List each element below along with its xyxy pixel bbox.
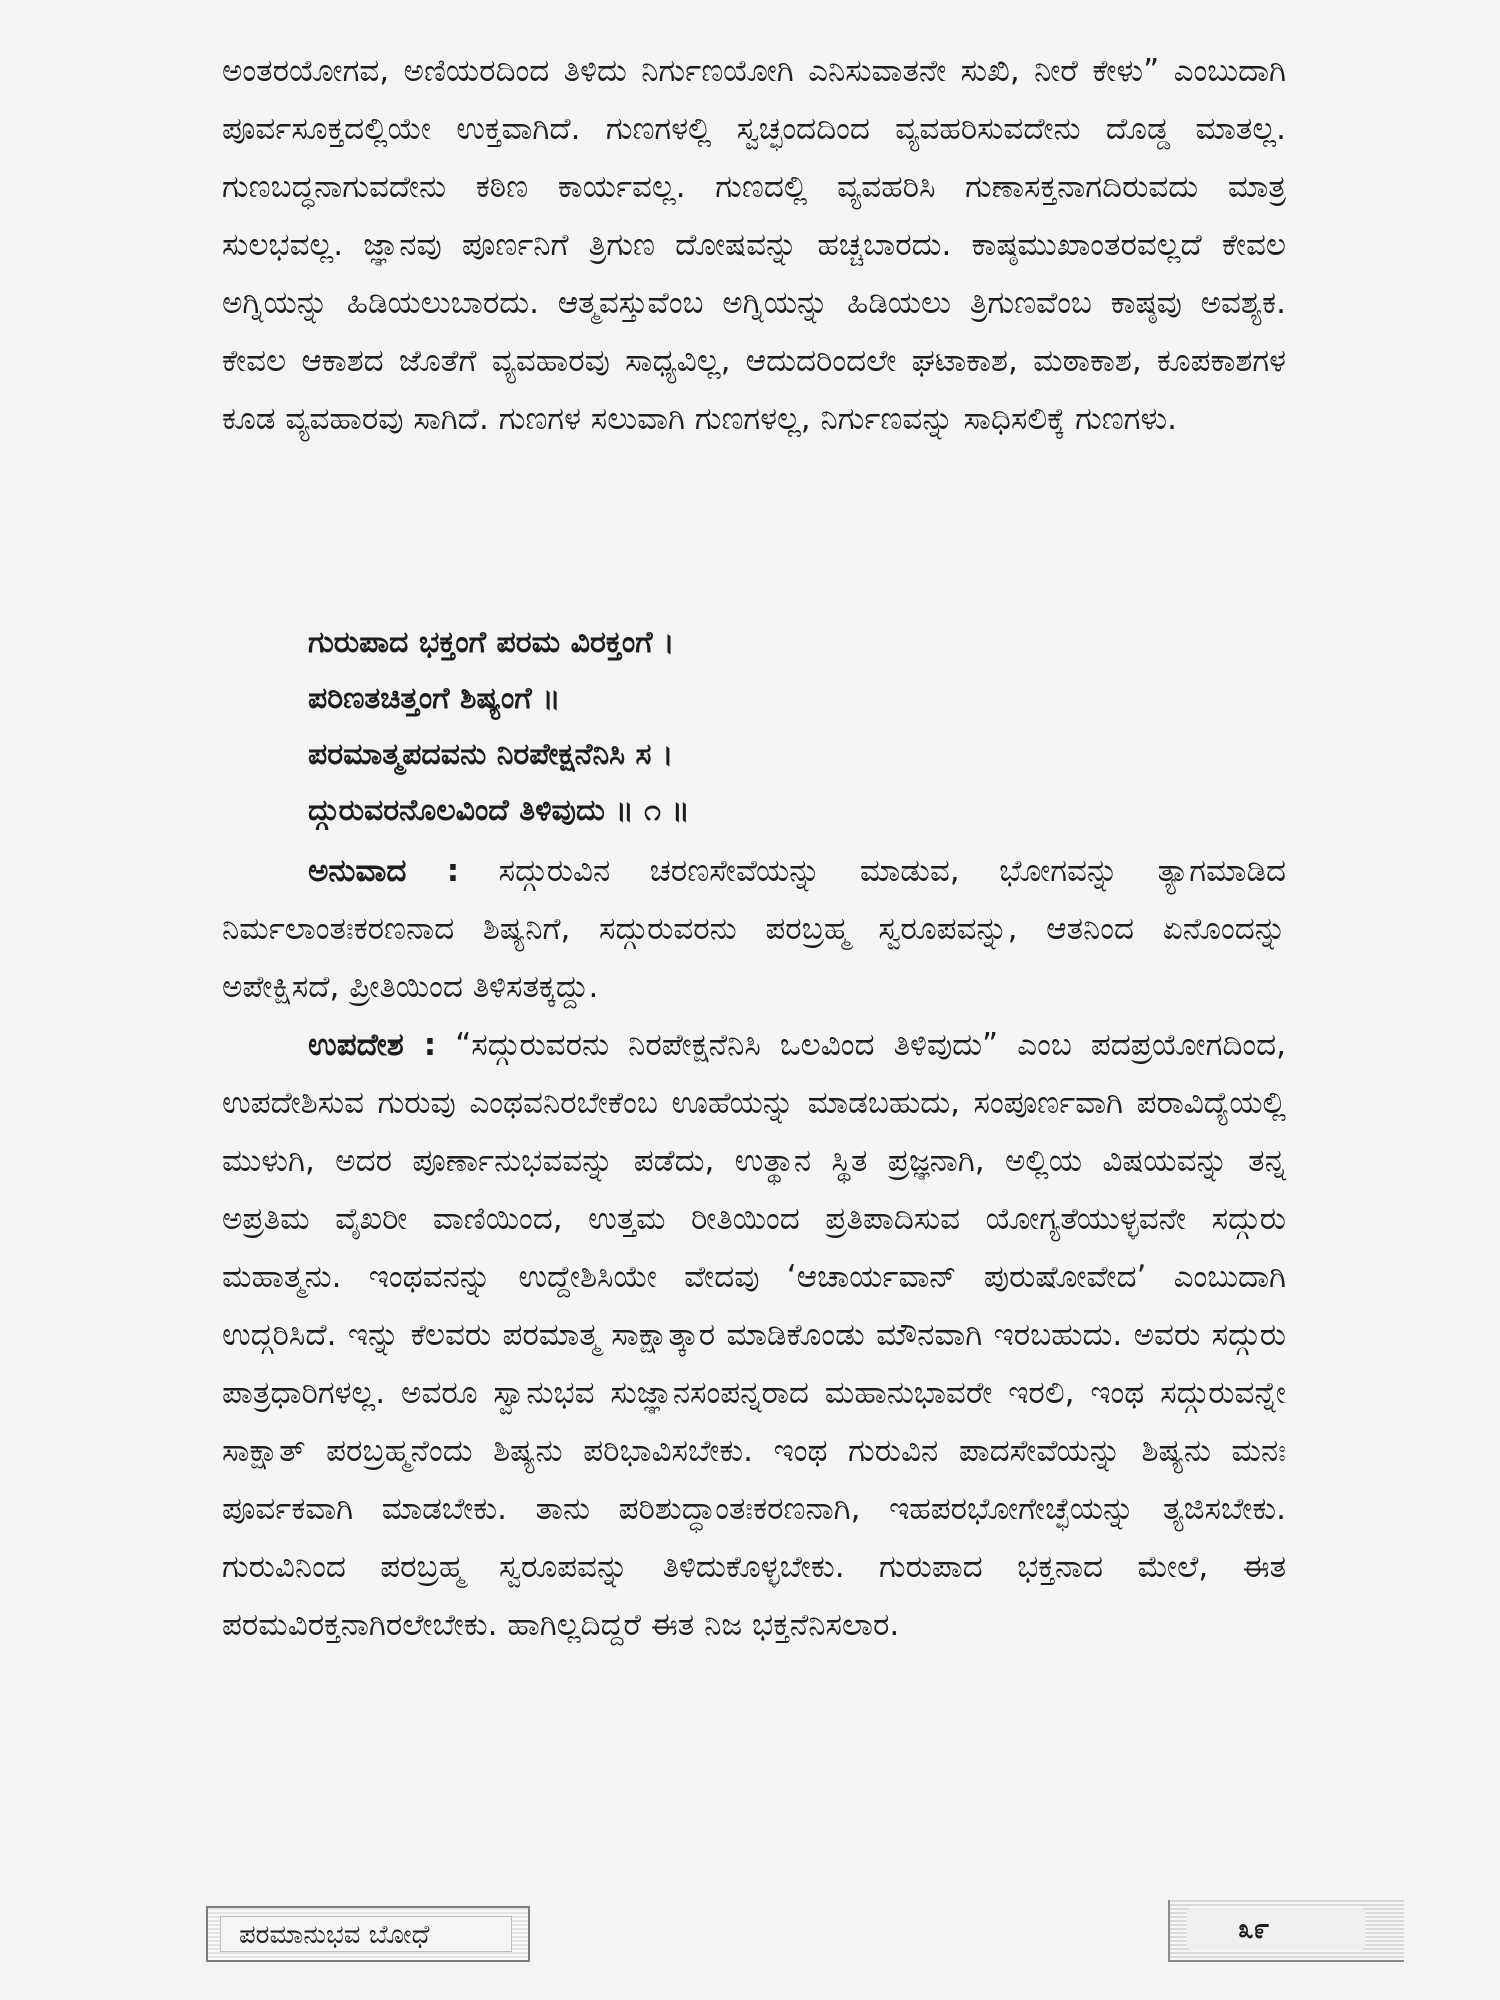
translation-text: ಸದ್ಗುರುವಿನ ಚರಣಸೇವೆಯನ್ನು ಮಾಡುವ, ಭೋಗವನ್ನು ತ್ಯಾಗಮಾಡಿದ ನಿರ್ಮಲಾಂತಃಕರಣನಾದ ಶಿಷ್ಯನಿಗೆ, ಸದ್ಗುರುವರನು ಪರಬ್ರಹ್ಮ ಸ್ವರೂಪವನ್ನು, ಆತನಿಂದ ಏನೊಂದನ್ನು ಅಪೇಕ್ಷಿಸದೆ, ಪ್ರೀತಿಯಿಂದ ತಿಳಿಸತಕ್ಕದ್ದು. xyxy=(222,853,1286,1005)
opening-paragraph: ಅಂತರಯೋಗವ, ಅಣಿಯರದಿಂದ ತಿಳಿದು ನಿರ್ಗುಣಯೋಗಿ ಎನಿಸುವಾತನೇ ಸುಖಿ, ನೀರೆ ಕೇಳು” ಎಂಬುದಾಗಿ ಪೂರ್ವಸೂಕ್ತದಲ್ಲಿಯೇ ಉಕ್ತವಾಗಿದೆ. ಗುಣಗಳಲ್ಲಿ ಸ್ವಚ್ಛಂದದಿಂದ ವ್ಯವಹರಿಸುವದೇನು ದೊಡ್ಡ ಮಾತಲ್ಲ. ಗುಣಬದ್ಧನಾಗುವದೇನು ಕಠಿಣ ಕಾರ್ಯವಲ್ಲ. ಗುಣದಲ್ಲಿ ವ್ಯವಹರಿಸಿ ಗುಣಾಸಕ್ತನಾಗದಿರುವದು ಮಾತ್ರ ಸುಲಭವಲ್ಲ. ಜ್ಞಾನವು ಪೂರ್ಣನಿಗೆ ತ್ರಿಗುಣ ದೋಷವನ್ನು ಹಚ್ಚಬಾರದು. ಕಾಷ್ಠಮುಖಾಂತರವಲ್ಲದೆ ಕೇವಲ ಅಗ್ನಿಯನ್ನು ಹಿಡಿಯಲುಬಾರದು. ಆತ್ಮವಸ್ತುವೆಂಬ ಅಗ್ನಿಯನ್ನು ಹಿಡಿಯಲು ತ್ರಿಗುಣವೆಂಬ ಕಾಷ್ಠವು ಅವಶ್ಯಕ. ಕೇವಲ ಆಕಾಶದ ಜೊತೆಗೆ ವ್ಯವಹಾರವು ಸಾಧ್ಯವಿಲ್ಲ, ಆದುದರಿಂದಲೇ ಘಟಾಕಾಶ, ಮಠಾಕಾಶ, ಕೂಪಕಾಶಗಳ ಕೂಡ ವ್ಯವಹಾರವು ಸಾಗಿದೆ. ಗುಣಗಳ ಸಲುವಾಗಿ ಗುಣಗಳಲ್ಲ, ನಿರ್ಗುಣವನ್ನು ಸಾಧಿಸಲಿಕ್ಕೆ ಗುಣಗಳು. xyxy=(222,53,1286,437)
page-number-panel xyxy=(1186,1908,1366,1950)
verse-line-2: ಪರಿಣತಚಿತ್ತಂಗೆ ಶಿಷ್ಯಂಗೆ ॥ xyxy=(308,681,561,716)
translation-and-teaching-section xyxy=(222,842,1286,1654)
page-number: ೩೯ xyxy=(1238,1912,1270,1945)
verse-line-1: ಗುರುಪಾದ ಭಕ್ತಂಗೆ ಪರಮ ವಿರಕ್ತಂಗೆ । xyxy=(308,625,675,660)
teaching-label: ಉಪದೇಶ : xyxy=(308,1027,437,1063)
translation-paragraph xyxy=(222,842,1286,1016)
verse-block xyxy=(308,615,1208,839)
verse-line-4: ದ್ಗುರುವರನೊಲವಿಂದೆ ತಿಳಿವುದು ॥ ೧ ॥ xyxy=(308,793,690,828)
teaching-text: “ಸದ್ಗುರುವರನು ನಿರಪೇಕ್ಷನೆನಿಸಿ ಒಲವಿಂದ ತಿಳಿವುದು” ಎಂಬ ಪದಪ್ರಯೋಗದಿಂದ, ಉಪದೇಶಿಸುವ ಗುರುವು ಎಂಥವನಿರಬೇಕೆಂಬ ಊಹೆಯನ್ನು ಮಾಡಬಹುದು, ಸಂಪೂರ್ಣವಾಗಿ ಪರಾವಿದ್ಯೆಯಲ್ಲಿ ಮುಳುಗಿ, ಅದರ ಪೂರ್ಣಾನುಭವವನ್ನು ಪಡೆದು, ಉತ್ಥಾನ ಸ್ಥಿತ ಪ್ರಜ್ಞನಾಗಿ, ಅಲ್ಲಿಯ ವಿಷಯವನ್ನು ತನ್ನ ಅಪ್ರತಿಮ ವೈಖರೀ ವಾಣಿಯಿಂದ, ಉತ್ತಮ ರೀತಿಯಿಂದ ಪ್ರತಿಪಾದಿಸುವ ಯೋಗ್ಯತೆಯುಳ್ಳವನೇ ಸದ್ಗುರು ಮಹಾತ್ಮನು. ಇಂಥವನನ್ನು ಉದ್ದೇಶಿಸಿಯೇ ವೇದವು ‘ಆಚಾರ್ಯವಾನ್ ಪುರುಷೋವೇದ’ ಎಂಬುದಾಗಿ ಉದ್ಗರಿಸಿದೆ. ಇನ್ನು ಕೆಲವರು ಪರಮಾತ್ಮ ಸಾಕ್ಷಾತ್ಕಾರ ಮಾಡಿಕೊಂಡು ಮೌನವಾಗಿ ಇರಬಹುದು. ಅವರು ಸದ್ಗುರು ಪಾತ್ರಧಾರಿಗಳಲ್ಲ. ಅವರೂ ಸ್ವಾನುಭವ ಸುಜ್ಞಾನಸಂಪನ್ನರಾದ ಮಹಾನುಭಾವರೇ ಇರಲಿ, ಇಂಥ ಸದ್ಗುರುವನ್ನೇ ಸಾಕ್ಷಾತ್ ಪರಬ್ರಹ್ಮನೆಂದು ಶಿಷ್ಯನು ಪರಿಭಾವಿಸಬೇಕು. ಇಂಥ ಗುರುವಿನ ಪಾದಸೇವೆಯನ್ನು ಶಿಷ್ಯನು ಮನಃ ಪೂರ್ವಕವಾಗಿ ಮಾಡಬೇಕು. ತಾನು ಪರಿಶುದ್ಧಾಂತಃಕರಣನಾಗಿ, ಇಹಪರಭೋಗೇಚ್ಛೆಯನ್ನು ತ್ಯಜಿಸಬೇಕು. ಗುರುವಿನಿಂದ ಪರಬ್ರಹ್ಮ ಸ್ವರೂಪವನ್ನು ತಿಳಿದುಕೊಳ್ಳಬೇಕು. ಗುರುಪಾದ ಭಕ್ತನಾದ ಮೇಲೆ, ಈತ ಪರಮವಿರಕ್ತನಾಗಿರಲೇಬೇಕು. ಹಾಗಿಲ್ಲದಿದ್ದರೆ ಈತ ನಿಜ ಭಕ್ತನೆನಿಸಲಾರ. xyxy=(222,1027,1287,1643)
book-title-panel xyxy=(220,1916,512,1952)
book-title-footer xyxy=(206,1906,530,1962)
book-title: ಪರಮಾನುಭವ ಬೋಧೆ xyxy=(239,1920,430,1950)
verse-line-3: ಪರಮಾತ್ಮಪದವನು ನಿರಪೇಕ್ಷನೆನಿಸಿ ಸ । xyxy=(308,737,674,772)
translation-label: ಅನುವಾದ : xyxy=(308,853,460,889)
teaching-paragraph xyxy=(222,1016,1286,1654)
page-number-footer xyxy=(1168,1900,1404,1962)
